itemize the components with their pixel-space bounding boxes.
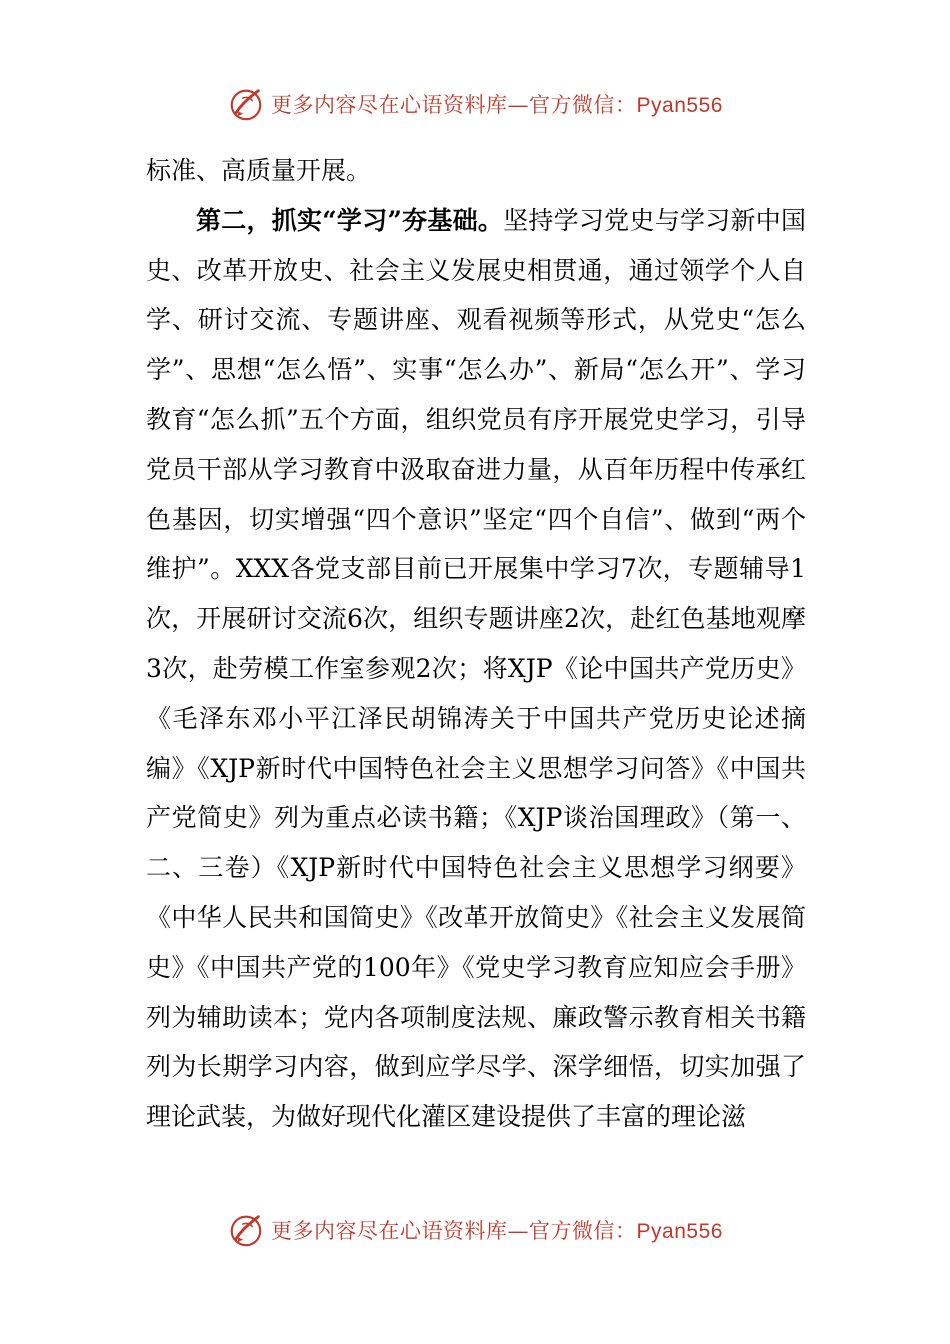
document-body — [146, 146, 806, 1142]
header-banner — [0, 80, 950, 128]
footer-banner-text — [271, 1215, 723, 1245]
header-banner-text — [271, 89, 723, 119]
footer-dash: — — [507, 1219, 530, 1243]
pen-logo-icon — [227, 85, 265, 123]
header-dash: — — [507, 93, 530, 117]
paragraph-continuation: 标准、高质量开展。 — [146, 156, 372, 185]
header-banner-inner — [227, 85, 723, 123]
footer-banner-inner — [227, 1211, 723, 1249]
paragraph-heading: 第二，抓实“学习”夯基础。 — [196, 205, 504, 235]
footer-wechat-id: Pyan556 — [636, 1220, 723, 1243]
footer-banner — [0, 1206, 950, 1254]
pen-logo-icon — [227, 1211, 265, 1249]
header-wechat-id: Pyan556 — [636, 94, 723, 117]
footer-main-text: 更多内容尽在心语资料库 — [271, 1219, 508, 1243]
paragraph-second-point — [146, 196, 806, 1142]
footer-wechat-label: 官方微信： — [529, 1219, 637, 1243]
header-wechat-label: 官方微信： — [529, 93, 637, 117]
paragraph-text: 坚持学习党史与学习新中国史、改革开放史、社会主义发展史相贯通，通过领学个人自学、研讨交流、专题讲座、观看视频等形式，从党史“怎么学”、思想“怎么悟”、实事“怎么办”、新局“怎么开”、学习教育“怎么抓”五个方面，组织党员有序开展党史学习，引导党员干部从学习教育中汲取奋进力量，从百年历程中传承红色基因，切实增强“四个意识”坚定“四个自信”、做到“两个维护”。XXX各党支部目前已开展集中学习7次，专题辅导1次，开展研讨交流6次，组织专题讲座2次，赴红色基地观摩3次，赴劳模工作室参观2次；将XJP《论中国共产党历史》《毛泽东邓小平江泽民胡锦涛关于中国共产党历史论述摘编》《XJP新时代中国特色社会主义思想学习问答》《中国共产党简史》列为重点必读书籍；《XJP谈治国理政》（第一、二、三卷）《XJP新时代中国特色社会主义思想学习纲要》《中华人民共和国简史》《改革开放简史》《社会主义发展简史》《中国共产党的100年》《党史学习教育应知应会手册》列为辅助读本；党内各项制度法规、廉政警示教育相关书籍列为长期学习内容，做到应学尽学、深学细悟，切实加强了理论武装，为做好现代化灌区建设提供了丰富的理论滋 — [146, 205, 806, 1132]
header-main-text: 更多内容尽在心语资料库 — [271, 93, 508, 117]
